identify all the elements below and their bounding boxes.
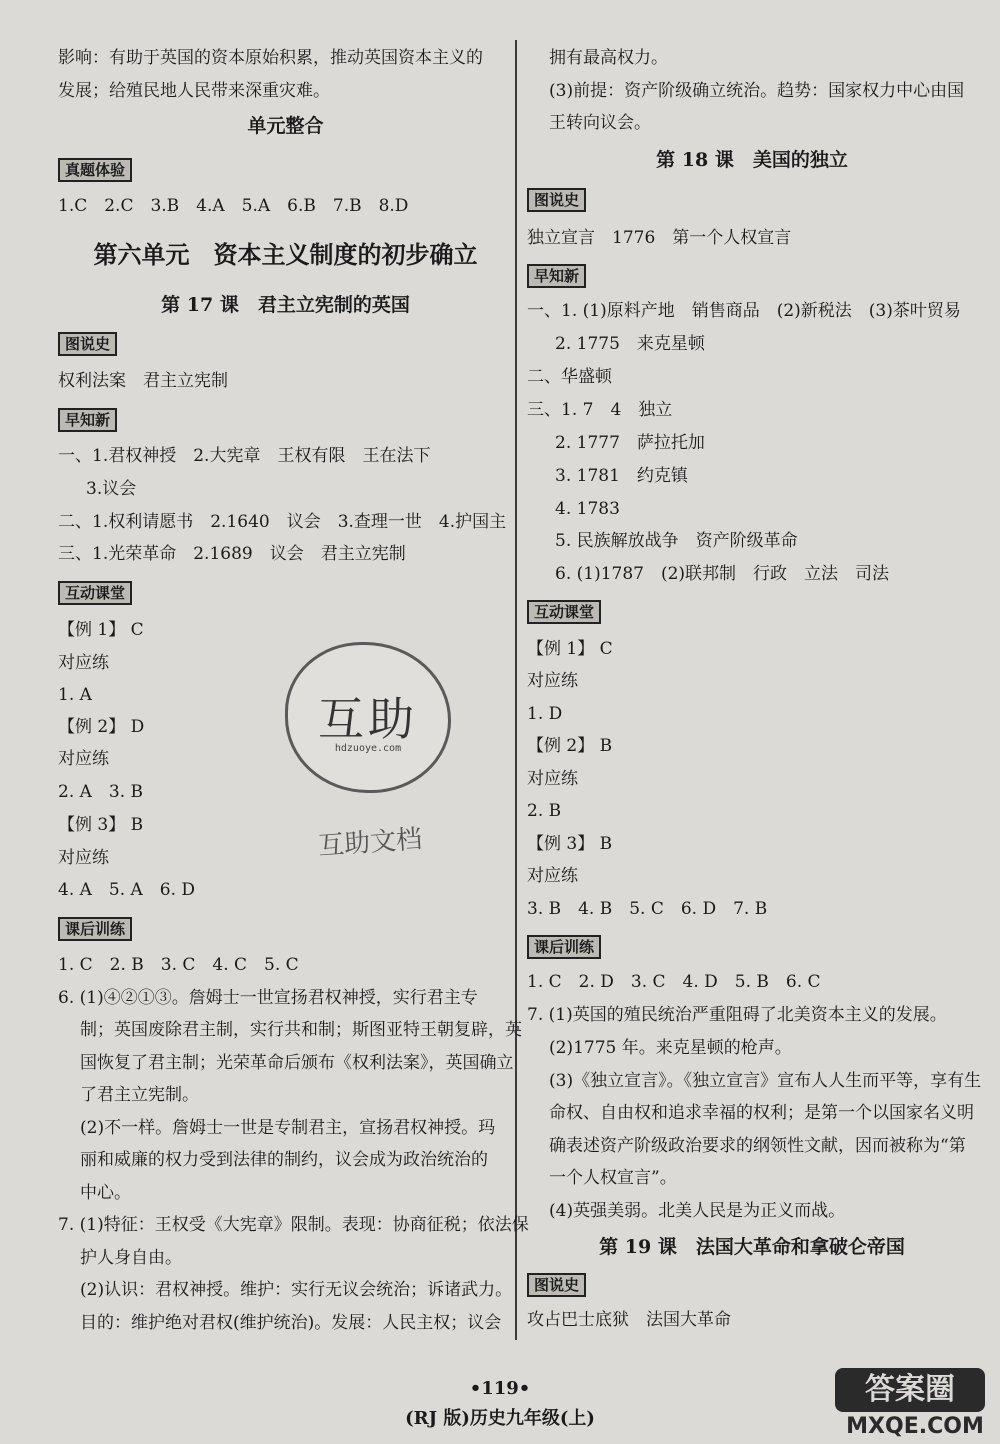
answer-line: 目的：维护绝对君权(维护统治)。发展：人民主权；议会 bbox=[80, 1313, 502, 1333]
answer-line: (2)1775 年。来克星顿的枪声。 bbox=[549, 1038, 792, 1058]
answer-line: 中心。 bbox=[80, 1183, 131, 1203]
answer-line: 独立宣言 1776 第一个人权宣言 bbox=[527, 228, 792, 248]
section-box-label: 互动课堂 bbox=[527, 600, 601, 624]
answer-line: 3. 1781 约克镇 bbox=[555, 466, 688, 486]
answer-line: (2)不一样。詹姆士一世是专制君主，宣扬君权神授。玛 bbox=[80, 1118, 496, 1138]
column-divider bbox=[515, 40, 517, 1340]
answer-line: 二、华盛顿 bbox=[527, 367, 612, 387]
answer-line: 一、1.君权神授 2.大宪章 王权有限 王在法下 bbox=[58, 446, 431, 466]
answer-line: 2. 1777 萨拉托加 bbox=[555, 433, 705, 453]
practice-label: 对应练 bbox=[58, 653, 109, 673]
answer-line: 1.C 2.C 3.B 4.A 5.A 6.B 7.B 8.D bbox=[58, 196, 409, 216]
answer-line: 1. C 2. B 3. C 4. C 5. C bbox=[58, 955, 299, 975]
watermark-badge: 答案圈 bbox=[835, 1368, 985, 1412]
answer-line: (3)《独立宣言》。《独立宣言》宣布人人生而平等，享有生 bbox=[549, 1071, 982, 1091]
text-line: 拥有最高权力。 bbox=[549, 48, 668, 68]
section-box-label: 早知新 bbox=[58, 408, 117, 432]
answer-line: 制；英国废除君主制，实行共和制；斯图亚特王朝复辟，英 bbox=[80, 1020, 522, 1040]
text-line: (3)前提：资产阶级确立统治。趋势：国家权力中心由国 bbox=[549, 81, 965, 101]
section-box-label: 图说史 bbox=[58, 332, 117, 356]
lesson-title: 第 18 课 美国的独立 bbox=[656, 149, 848, 171]
answer-line: 了君主立宪制。 bbox=[80, 1085, 199, 1105]
answer-line: 2. B bbox=[527, 801, 562, 821]
corner-watermark-logo bbox=[835, 1368, 995, 1440]
text-line: 发展；给殖民地人民带来深重灾难。 bbox=[58, 81, 330, 101]
answer-line: 一个人权宣言”。 bbox=[549, 1168, 677, 1188]
answer-line: 4. 1783 bbox=[555, 499, 620, 519]
answer-line: 3.议会 bbox=[86, 479, 137, 499]
stamp-url-text: hdzuoye.com bbox=[334, 743, 402, 754]
unit-title: 第六单元 资本主义制度的初步确立 bbox=[93, 240, 478, 269]
answer-line: 1. C 2. D 3. C 4. D 5. B 6. C bbox=[527, 972, 821, 992]
answer-line: 7. (1)特征：王权受《大宪章》限制。表现：协商征税；依法保 bbox=[58, 1215, 529, 1235]
practice-label: 对应练 bbox=[527, 866, 578, 886]
practice-label: 对应练 bbox=[527, 671, 578, 691]
answer-line: 2. A 3. B bbox=[58, 782, 144, 802]
answer-line: 7. (1)英国的殖民统治严重阻碍了北美资本主义的发展。 bbox=[527, 1005, 947, 1025]
lesson-title: 第 17 课 君主立宪制的英国 bbox=[161, 294, 410, 316]
answer-line: (4)英强美弱。北美人民是为正义而战。 bbox=[549, 1201, 846, 1221]
example-line: 【例 1】 C bbox=[527, 639, 613, 659]
answer-line: (2)认识：君权神授。维护：实行无议会统治；诉诸武力。 bbox=[80, 1280, 513, 1300]
lesson-title: 第 19 课 法国大革命和拿破仑帝国 bbox=[599, 1236, 905, 1258]
answer-line: 6. (1)④②①③。詹姆士一世宣扬君权神授，实行君主专 bbox=[58, 988, 478, 1008]
answer-line: 命权、自由权和追求幸福的权利；是第一个以国家名义明 bbox=[549, 1103, 974, 1123]
answer-line: 一、1. (1)原料产地 销售商品 (2)新税法 (3)茶叶贸易 bbox=[527, 301, 961, 321]
practice-label: 对应练 bbox=[58, 848, 109, 868]
section-box-label: 课后训练 bbox=[527, 935, 601, 959]
text-line: 影响：有助于英国的资本原始积累，推动英国资本主义的 bbox=[58, 48, 483, 68]
example-line: 【例 3】 B bbox=[58, 815, 144, 835]
text-line: 王转向议会。 bbox=[549, 113, 651, 133]
answer-line: 二、1.权利请愿书 2.1640 议会 3.查理一世 4.护国主 bbox=[58, 512, 507, 532]
answer-line: 2. 1775 来克星顿 bbox=[555, 334, 705, 354]
stamp-main-text: 互助 bbox=[318, 692, 418, 746]
answer-line: 1. D bbox=[527, 704, 563, 724]
section-box-label: 真题体验 bbox=[58, 158, 132, 182]
answer-line: 国恢复了君主制；光荣革命后颁布《权利法案》，英国确立 bbox=[80, 1053, 514, 1073]
example-line: 【例 2】 D bbox=[58, 717, 145, 737]
section-box-label: 图说史 bbox=[527, 188, 586, 212]
answer-line: 丽和威廉的权力受到法律的制约，议会成为政治统治的 bbox=[80, 1150, 488, 1170]
section-box-label: 早知新 bbox=[527, 264, 586, 288]
answer-line: 1. A bbox=[58, 685, 92, 705]
answer-line: 6. (1)1787 (2)联邦制 行政 立法 司法 bbox=[555, 564, 890, 584]
answer-line: 三、1.光荣革命 2.1689 议会 君主立宪制 bbox=[58, 544, 406, 564]
answer-line: 权利法案 君主立宪制 bbox=[58, 371, 228, 391]
example-line: 【例 1】 C bbox=[58, 620, 144, 640]
section-box-label: 互动课堂 bbox=[58, 581, 132, 605]
section-title: 单元整合 bbox=[247, 115, 324, 137]
example-line: 【例 2】 B bbox=[527, 736, 613, 756]
stamp-sub-text: 互助文档 bbox=[317, 824, 424, 862]
answer-line: 5. 民族解放战争 资产阶级革命 bbox=[555, 531, 798, 551]
book-footer: (RJ 版)历史九年级(上) bbox=[405, 1408, 595, 1429]
practice-label: 对应练 bbox=[58, 749, 109, 769]
answer-line: 确表述资产阶级政治要求的纲领性文献，因而被称为“第 bbox=[549, 1136, 966, 1156]
answer-line: 护人身自由。 bbox=[80, 1248, 182, 1268]
answer-line: 3. B 4. B 5. C 6. D 7. B bbox=[527, 899, 768, 919]
practice-label: 对应练 bbox=[527, 769, 578, 789]
watermark-url: MXQE.COM bbox=[846, 1414, 984, 1439]
example-line: 【例 3】 B bbox=[527, 834, 613, 854]
answer-line: 攻占巴士底狱 法国大革命 bbox=[527, 1310, 731, 1330]
stamp-watermark bbox=[285, 642, 451, 793]
page-number: •119• bbox=[469, 1378, 531, 1399]
section-box-label: 课后训练 bbox=[58, 917, 132, 941]
answer-line: 4. A 5. A 6. D bbox=[58, 880, 196, 900]
section-box-label: 图说史 bbox=[527, 1273, 586, 1297]
answer-line: 三、1. 7 4 独立 bbox=[527, 400, 673, 420]
